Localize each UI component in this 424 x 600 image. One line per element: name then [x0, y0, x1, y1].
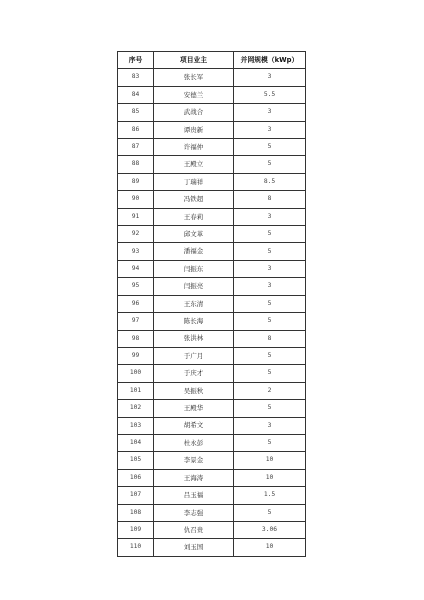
cell-project-owner: 冯铁超 — [154, 191, 234, 208]
cell-grid-capacity: 3 — [234, 69, 306, 86]
cell-grid-capacity: 10 — [234, 452, 306, 469]
table-row — [118, 156, 306, 173]
cell-serial-number: 100 — [118, 365, 154, 382]
cell-grid-capacity: 3 — [234, 208, 306, 225]
cell-grid-capacity: 3 — [234, 278, 306, 295]
cell-project-owner: 张长军 — [154, 69, 234, 86]
cell-grid-capacity: 1.5 — [234, 487, 306, 504]
table-row — [118, 504, 306, 521]
cell-grid-capacity: 5 — [234, 347, 306, 364]
cell-project-owner: 安德兰 — [154, 86, 234, 103]
cell-serial-number: 99 — [118, 347, 154, 364]
cell-grid-capacity: 3.06 — [234, 521, 306, 538]
table-row — [118, 191, 306, 208]
table-row — [118, 400, 306, 417]
cell-project-owner: 武战合 — [154, 104, 234, 121]
cell-grid-capacity: 5 — [234, 226, 306, 243]
cell-serial-number: 108 — [118, 504, 154, 521]
cell-grid-capacity: 5 — [234, 313, 306, 330]
table-row — [118, 434, 306, 451]
table-row — [118, 382, 306, 399]
cell-project-owner: 王殿立 — [154, 156, 234, 173]
table-row — [118, 417, 306, 434]
cell-grid-capacity: 5 — [234, 139, 306, 156]
cell-project-owner: 王东清 — [154, 295, 234, 312]
table-row — [118, 278, 306, 295]
cell-grid-capacity: 5.5 — [234, 86, 306, 103]
table-row — [118, 365, 306, 382]
cell-serial-number: 109 — [118, 521, 154, 538]
cell-serial-number: 84 — [118, 86, 154, 103]
grid-connection-table — [117, 51, 306, 557]
cell-project-owner: 谭贵新 — [154, 121, 234, 138]
cell-grid-capacity: 8 — [234, 191, 306, 208]
cell-serial-number: 97 — [118, 313, 154, 330]
table-row — [118, 139, 306, 156]
cell-serial-number: 105 — [118, 452, 154, 469]
cell-serial-number: 101 — [118, 382, 154, 399]
cell-project-owner: 李志强 — [154, 504, 234, 521]
cell-project-owner: 闫振东 — [154, 260, 234, 277]
cell-grid-capacity: 5 — [234, 295, 306, 312]
header-grid-capacity: 并网规模（kWp） — [234, 52, 306, 69]
cell-project-owner: 王春莉 — [154, 208, 234, 225]
cell-grid-capacity: 5 — [234, 400, 306, 417]
table-row — [118, 487, 306, 504]
cell-project-owner: 于广月 — [154, 347, 234, 364]
cell-project-owner: 胡希文 — [154, 417, 234, 434]
table-row — [118, 104, 306, 121]
cell-serial-number: 104 — [118, 434, 154, 451]
cell-project-owner: 许福仲 — [154, 139, 234, 156]
table-row — [118, 452, 306, 469]
table-row — [118, 295, 306, 312]
cell-project-owner: 闫振亮 — [154, 278, 234, 295]
cell-grid-capacity: 10 — [234, 539, 306, 556]
cell-project-owner: 陈长海 — [154, 313, 234, 330]
cell-serial-number: 85 — [118, 104, 154, 121]
table-row — [118, 469, 306, 486]
cell-serial-number: 107 — [118, 487, 154, 504]
table-row — [118, 86, 306, 103]
cell-serial-number: 96 — [118, 295, 154, 312]
table-row — [118, 69, 306, 86]
cell-grid-capacity: 5 — [234, 504, 306, 521]
table-row — [118, 313, 306, 330]
cell-grid-capacity: 8.5 — [234, 173, 306, 190]
table-header-row — [118, 52, 306, 69]
cell-project-owner: 刘玉国 — [154, 539, 234, 556]
cell-project-owner: 仇召贵 — [154, 521, 234, 538]
table-row — [118, 226, 306, 243]
table-row — [118, 243, 306, 260]
table-row — [118, 330, 306, 347]
cell-serial-number: 94 — [118, 260, 154, 277]
cell-project-owner: 潘福金 — [154, 243, 234, 260]
cell-project-owner: 邱文革 — [154, 226, 234, 243]
cell-project-owner: 李景金 — [154, 452, 234, 469]
cell-serial-number: 103 — [118, 417, 154, 434]
cell-project-owner: 王海涛 — [154, 469, 234, 486]
cell-grid-capacity: 3 — [234, 260, 306, 277]
cell-project-owner: 吕玉福 — [154, 487, 234, 504]
cell-serial-number: 93 — [118, 243, 154, 260]
cell-project-owner: 杜永彭 — [154, 434, 234, 451]
cell-serial-number: 92 — [118, 226, 154, 243]
cell-grid-capacity: 5 — [234, 365, 306, 382]
cell-grid-capacity: 5 — [234, 243, 306, 260]
table-row — [118, 121, 306, 138]
cell-project-owner: 于庆才 — [154, 365, 234, 382]
cell-grid-capacity: 3 — [234, 417, 306, 434]
cell-serial-number: 91 — [118, 208, 154, 225]
table-row — [118, 347, 306, 364]
cell-project-owner: 张洪林 — [154, 330, 234, 347]
cell-serial-number: 89 — [118, 173, 154, 190]
cell-serial-number: 90 — [118, 191, 154, 208]
table-row — [118, 173, 306, 190]
cell-grid-capacity: 5 — [234, 434, 306, 451]
cell-grid-capacity: 2 — [234, 382, 306, 399]
table-body — [118, 69, 306, 556]
cell-grid-capacity: 5 — [234, 156, 306, 173]
cell-project-owner: 丁瑞祥 — [154, 173, 234, 190]
table-row — [118, 521, 306, 538]
header-serial-number: 序号 — [118, 52, 154, 69]
cell-serial-number: 110 — [118, 539, 154, 556]
cell-serial-number: 83 — [118, 69, 154, 86]
cell-serial-number: 98 — [118, 330, 154, 347]
table-row — [118, 208, 306, 225]
cell-grid-capacity: 8 — [234, 330, 306, 347]
cell-serial-number: 102 — [118, 400, 154, 417]
cell-project-owner: 王殿华 — [154, 400, 234, 417]
cell-serial-number: 106 — [118, 469, 154, 486]
cell-serial-number: 86 — [118, 121, 154, 138]
cell-grid-capacity: 10 — [234, 469, 306, 486]
table-row — [118, 539, 306, 556]
cell-serial-number: 87 — [118, 139, 154, 156]
cell-serial-number: 95 — [118, 278, 154, 295]
cell-grid-capacity: 3 — [234, 104, 306, 121]
cell-grid-capacity: 3 — [234, 121, 306, 138]
table-row — [118, 260, 306, 277]
cell-project-owner: 吴振秋 — [154, 382, 234, 399]
cell-serial-number: 88 — [118, 156, 154, 173]
header-project-owner: 项目业主 — [154, 52, 234, 69]
